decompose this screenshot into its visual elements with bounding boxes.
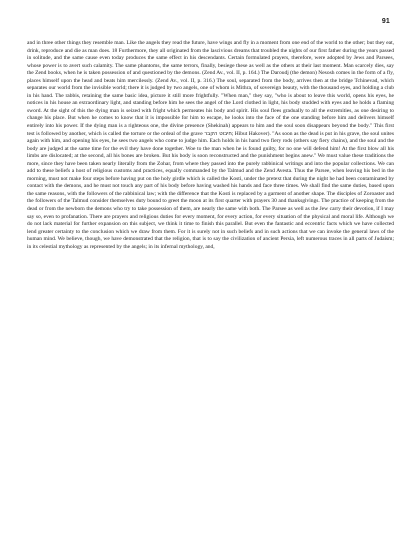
hebrew-term: חיבוט הקבר <box>204 130 232 137</box>
page-number: 91 <box>381 18 390 25</box>
paragraph-text-part-2: ; Hibut Hakover). "As soon as the dead is put in his grave, the soul unites again with him, and opening his eyes, he sees two angels who come to judge him. Each holds in his hand two fiery rods (others say fiery chains), and the soul and the body are judged at the same time for the evil they have done together. Woe to the man when he is found guilty, for no one will defend him! At the first blow all his limbs are dislocated; at the second, all his bones are broken. But his body is soon reconstructed and the punishment begins anew." We must value these traditions the more, since they have been taken nearly literally from the Zohar, from where they passed into the purely rabbinical writings and into the popular collections. We can add to these beliefs a host of religious customs and practices, equally commanded by the Talmud and the Zend Avesta. Thus the Parsee, when leaving his bed in the morning, must not make four steps before having put on the holy girdle which is called the Kosti, under the pretext that during the night he had been contaminated by contact with the demons, and he must not touch any part of his body before having washed his hands and face three times. We shall find the same duties, based upon the same reasons, with the followers of the rabbinical law; with the difference that the Kosti is replaced by a garment of another shape. The disciples of Zoroaster and the followers of the Talmud consider themselves duty bound to greet the moon at its first quarter with prayers 30 and thanksgivings. The practice of keeping from the dead or from the newborn the demons who try to take possession of them, are nearly the same with both. The Parsee as well as the Jew carry their devotion, if I may say so, even to profanation. There are prayers and religious duties for every moment, for every action, for every situation of the physical and moral life. Although we do not lack material for further expansion on this subject, we think it time to finish this parallel. But even the fantastic and eccentric facts which we have collected lend greater certainty to the conclusion which we draw from them. For it is surely not in such beliefs and in such actions that we can invoke the general laws of the human mind. We believe, though, we have demonstrated that the religion, that is to say the civilization of ancient Persia, left numerous traces in all parts of Judaism; in its celestial mythology as represented by the angels; in its infernal mythology, and, <box>27 130 394 250</box>
body-paragraph <box>27 40 394 251</box>
paragraph-text-part-1: and in three other things they resemble man. Like the angels they read the future, have wings and fly in a moment from one end of the world to the other; but they eat, drink, reproduce and die as man does. 18 Furthermore, they all originated from the lascivious dreams that troubled the nights of our first father during the years passed in solitude, and the same cause even today produces the same effect in his descendants. Certain formulated prayers, therefore, were adopted by Jews and Parsees, whose power is to avert such calamity. The same phantoms, the same terrors, finally, besiege these as well as the others at their last moment. Man scarcely dies, say the Zend books, when he is taken possession of and questioned by the demons. (Zend Av., vol. II, p. 164.) The Daroudj (the demon) Nesosh comes in the form of a fly, places himself upon the head and beats him mercilessly. (Zend Av., vol. II, p. 316.) The soul, separated from the body, arrives then at the bridge Tchinevad, which separates our world from the invisible world; there it is judged by two angels, one of whom is Mithra, of sovereign beauty, with the thousand eyes, and holding a club in his hand. The rabbis, retaining the same basic idea, picture it still more frightfully. "When man," they say, "who is about to leave this world, opens his eyes, he notices in his house an extraordinary light, and standing before him he sees the angel of the Lord clothed in light, his body studded with eyes and he holds a flaming sword. At the sight of this the dying man is seized with fright which permeates his body and spirit. His soul flees gradually to all the extremities, as one desiring to change his place. But when he comes to know that it is impossible for him to escape, he looks into the face of the one standing before him and delivers himself entirely into his power. If the dying man is a righteous one, the divine presence (Shekinah) appears to him and the soul soon disappears beyond the body." This first test is followed by another, which is called the torture or the ordeal of the grave <box>27 40 394 137</box>
